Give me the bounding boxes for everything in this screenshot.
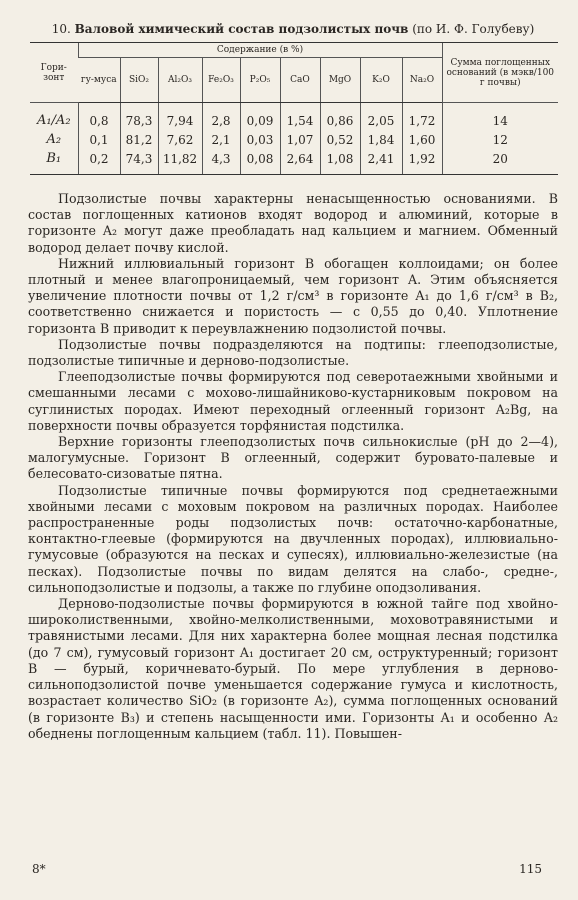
value-cell: 14: [442, 103, 558, 131]
column-header: MgO: [320, 58, 360, 103]
horizon-header: Гори-зонт: [30, 43, 78, 103]
value-cell: 4,3: [202, 149, 240, 175]
value-cell: 7,94: [158, 103, 202, 131]
table-row: [30, 149, 558, 175]
value-cell: 7,62: [158, 130, 202, 149]
value-cell: 2,64: [280, 149, 320, 175]
value-cell: 1,08: [320, 149, 360, 175]
value-cell: 0,52: [320, 130, 360, 149]
column-header: CaO: [280, 58, 320, 103]
column-header: P₂O₅: [240, 58, 280, 103]
table-caption: Валовой химический состав подзолистых почв: [74, 22, 409, 36]
value-cell: 2,1: [202, 130, 240, 149]
value-cell: 74,3: [120, 149, 158, 175]
signature-mark: 8*: [32, 862, 46, 876]
value-cell: 1,60: [402, 130, 442, 149]
paragraph: Подзолистые почвы характерны ненасыщенностью основаниями. В состав поглощенных катионов входят водород и алюминий, которые в горизонте A₂ могут даже преобладать над кальцием и магнием. Обменный водород делает почву кислой.: [28, 191, 558, 255]
value-cell: 0,09: [240, 103, 280, 131]
column-header: Na₂O: [402, 58, 442, 103]
paragraph: Дерново-подзолистые почвы формируются в южной тайге под хвойно-широколиственными, хвойно-мелколиственными, моховотравянистыми и травянистыми лесами. Для них характерна более мощная лесная подстилка (до 7 см), гумусовый горизонт A₁ достигает 20 см, оструктуренный; горизонт B — бурый, коричневато-бурый. По мере углубления в дерново-сильноподзолистой почве уменьшается содержание гумуса и кислотность, возрастает количество SiO₂ (в горизонте A₂), сумма поглощенных оснований (в горизонте B₃) и степень насыщенности ими. Горизонты A₁ и особенно A₂ обеднены поглощенным кальцием (табл. 11). Повышен-: [28, 596, 558, 741]
horizon-cell: A₁/A₂: [36, 113, 71, 128]
table-row: [30, 130, 558, 149]
column-header: Fe₂O₃: [202, 58, 240, 103]
paragraph: Верхние горизонты глееподзолистых почв сильнокислые (pH до 2—4), малогумусные. Горизонт B оглеенный, содержит буровато-палевые и белесовато-сизоватые пятна.: [28, 434, 558, 482]
table-row: [30, 103, 558, 131]
value-cell: 0,03: [240, 130, 280, 149]
value-cell: 0,86: [320, 103, 360, 131]
value-cell: 2,8: [202, 103, 240, 131]
chemical-composition-table: [30, 42, 558, 175]
content-header: Содержание (в %): [78, 43, 442, 58]
value-cell: 20: [442, 149, 558, 175]
paragraph: Нижний иллювиальный горизонт B обогащен коллоидами; он более плотный и менее влагопроницаемый, чем горизонт A. Этим объясняется увеличение плотности почвы от 1,2 г/см³ в горизонте A₁ до 1,6 г/см³ в B₂, соответственно снижается и пористость — с 0,55 до 0,40. Уплотнение горизонта B приводит к переувлажнению подзолистой почвы.: [28, 255, 558, 336]
value-cell: 2,05: [360, 103, 402, 131]
value-cell: 78,3: [120, 103, 158, 131]
body-text: [28, 191, 558, 742]
page-number: 115: [519, 862, 542, 876]
value-cell: 0,8: [78, 103, 120, 131]
value-cell: 12: [442, 130, 558, 149]
column-header: гу-муса: [78, 58, 120, 103]
value-cell: 0,1: [78, 130, 120, 149]
horizon-cell: B₁: [30, 149, 78, 175]
column-header: SiO₂: [120, 58, 158, 103]
value-cell: 0,08: [240, 149, 280, 175]
page: [28, 22, 558, 742]
table-title: [28, 22, 558, 36]
value-cell: 0,2: [78, 149, 120, 175]
value-cell: 2,41: [360, 149, 402, 175]
column-header: K₂O: [360, 58, 402, 103]
value-cell: 81,2: [120, 130, 158, 149]
table-number: 10.: [51, 22, 71, 36]
value-cell: 1,84: [360, 130, 402, 149]
column-header: Al₂O₃: [158, 58, 202, 103]
table-source: (по И. Ф. Голубеву): [412, 22, 535, 36]
paragraph: Глееподзолистые почвы формируются под северотаежными хвойными и смешанными лесами с мохово-лишайниково-кустарниковым покровом на суглинистых породах. Имеют переходный оглеенный горизонт A₂Bg, на поверхности почвы образуется торфянистая подстилка.: [28, 369, 558, 433]
value-cell: 1,72: [402, 103, 442, 131]
value-cell: 1,07: [280, 130, 320, 149]
paragraph: Подзолистые типичные почвы формируются под среднетаежными хвойными лесами с моховым покровом на различных породах. Наиболее распространенные роды подзолистых почв: остаточно-карбонатные, контактно-глеевые (формируются на двучленных породах), иллювиально-гумусовые (образуются на песках и супесях), иллювиально-железистые (на песках). Подзолистые почвы по видам делятся на слабо-, средне-, сильноподзолистые и подзолы, а также по глубине оподзоливания.: [28, 482, 558, 595]
paragraph: Подзолистые почвы подразделяются на подтипы: глееподзолистые, подзолистые типичные и дерново-подзолистые.: [28, 336, 558, 369]
value-cell: 1,92: [402, 149, 442, 175]
sum-header: Сумма поглощенных оснований (в мэкв/100 г почвы): [442, 43, 558, 103]
value-cell: 1,54: [280, 103, 320, 131]
horizon-cell: A₂: [46, 132, 62, 147]
value-cell: 11,82: [158, 149, 202, 175]
